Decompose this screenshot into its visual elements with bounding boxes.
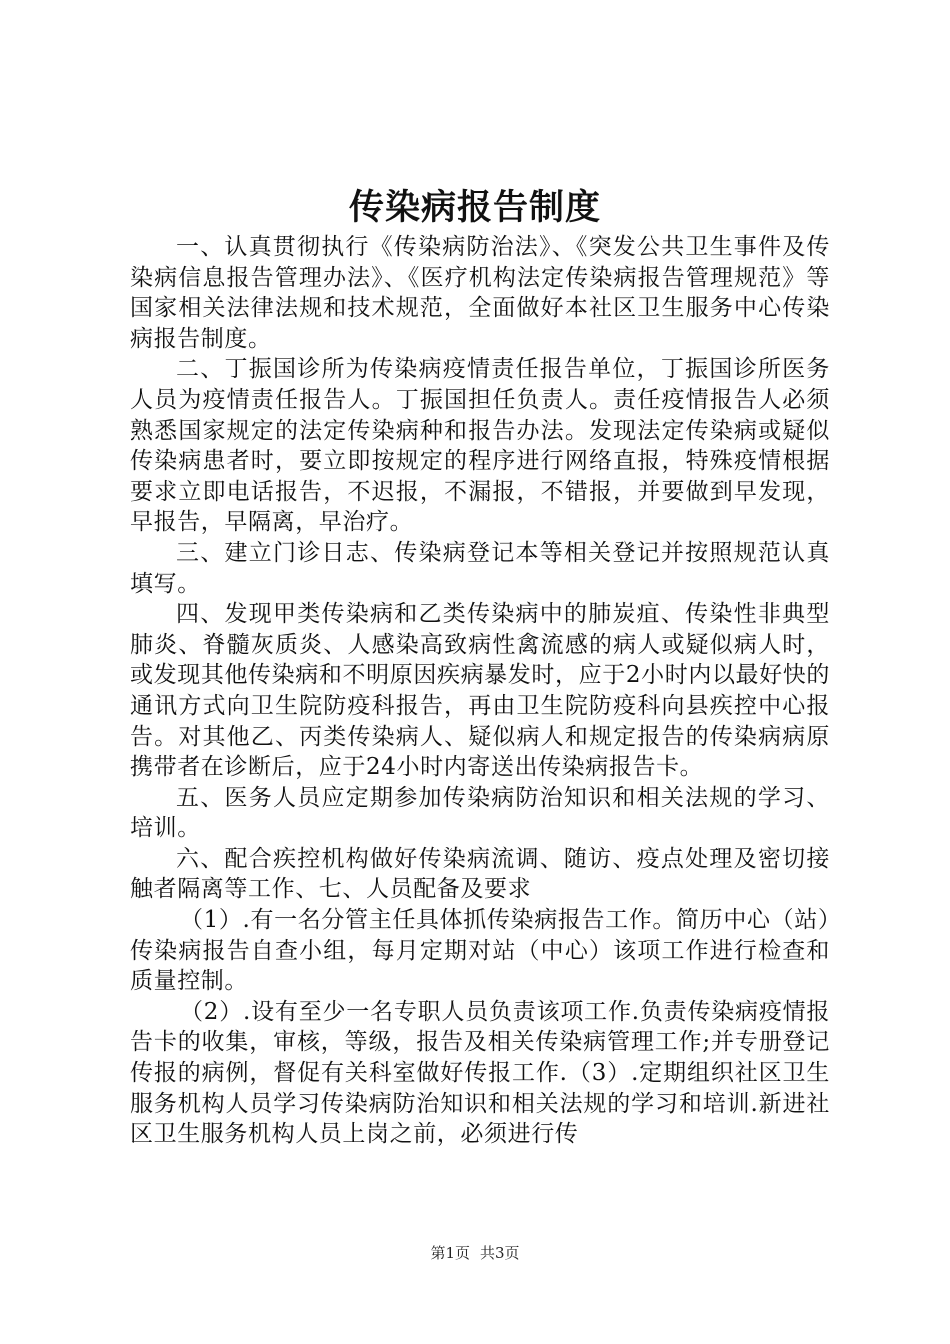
paragraph-2: 二、丁振国诊所为传染病疫情责任报告单位，丁振国诊所医务人员为疫情责任报告人。丁振国担任负责人。责任疫情报告人必须熟悉国家规定的法定传染病种和报告办法。发现法定传染病或疑似传染病患者时，要立即按规定的程序进行网络直报，特殊疫情根据要求立即电话报告，不迟报，不漏报，不错报，并要做到早发现，早报告，早隔离，早治疗。	[130, 356, 830, 536]
sub-paragraph-2: （2）.设有至少一名专职人员负责该项工作.负责传染病疫情报告卡的收集，审核，等级，报告及相关传染病管理工作;并专册登记传报的病例，督促有关科室做好传报工作.（3）.定期组织社区卫生服务机构人员学习传染病防治知识和相关法规的学习和培训.新进社区卫生服务机构人员上岗之前，必须进行传	[130, 998, 830, 1148]
paragraph-5: 五、医务人员应定期参加传染病防治知识和相关法规的学习、培训。	[130, 784, 830, 842]
page-footer	[0, 1243, 950, 1263]
document-title: 传染病报告制度	[348, 187, 601, 228]
paragraph-1: 一、认真贯彻执行《传染病防治法》、《突发公共卫生事件及传染病信息报告管理办法》、《医疗机构法定传染病报告管理规范》等国家相关法律法规和技术规范，全面做好本社区卫生服务中心传染病报告制度。	[130, 234, 830, 352]
document-body	[130, 232, 830, 1150]
sub-paragraph-1: （1）.有一名分管主任具体抓传染病报告工作。简历中心（站）传染病报告自查小组，每月定期对站（中心）该项工作进行检查和质量控制。	[130, 907, 830, 995]
page-number: 第1页	[430, 1244, 470, 1262]
page-total: 共3页	[480, 1244, 520, 1262]
paragraph-3: 三、建立门诊日志、传染病登记本等相关登记并按照规范认真填写。	[130, 539, 830, 597]
paragraph-4: 四、发现甲类传染病和乙类传染病中的肺炭疽、传染性非典型肺炎、脊髓灰质炎、人感染高致病性禽流感的病人或疑似病人时，或发现其他传染病和不明原因疾病暴发时，应于2小时内以最好快的通讯方式向卫生院防疫科报告，再由卫生院防疫科向县疾控中心报告。对其他乙、丙类传染病人、疑似病人和规定报告的传染病病原携带者在诊断后，应于24小时内寄送出传染病报告卡。	[130, 601, 830, 781]
paragraph-6: 六、配合疾控机构做好传染病流调、随访、疫点处理及密切接触者隔离等工作、七、人员配备及要求	[130, 845, 830, 903]
